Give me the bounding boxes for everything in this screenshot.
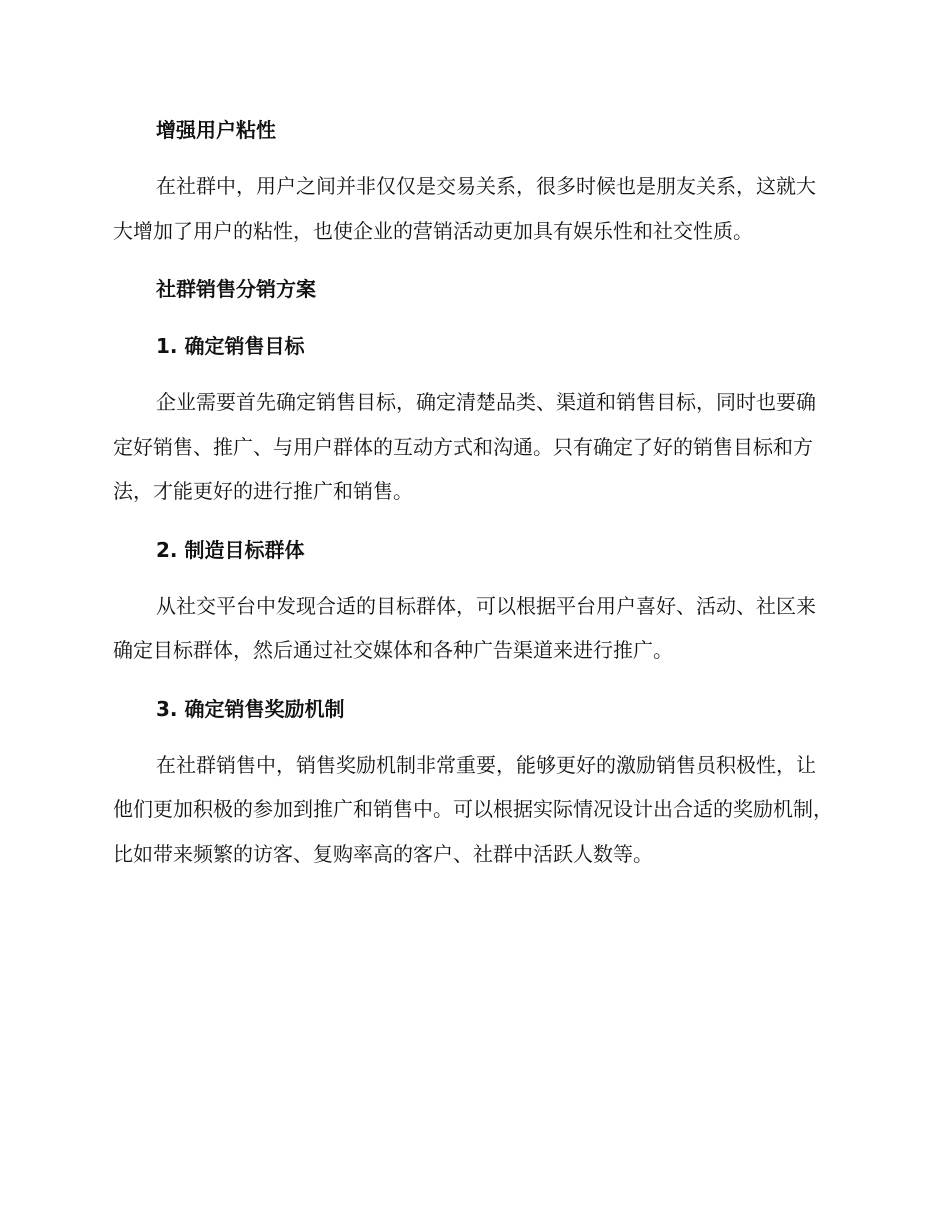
paragraph-target-group: 从社交平台中发现合适的目标群体，可以根据平台用户喜好、活动、社区来确定目标群体，然后通过社交媒体和各种广告渠道来进行推广。 (113, 593, 816, 662)
paragraph-reward-mechanism: 在社群销售中，销售奖励机制非常重要，能够更好的激励销售员积极性，让他们更加积极的参加到推广和销售中。可以根据实际情况设计出合适的奖励机制，比如带来频繁的访客、复购率高的客户、社群中活跃人数等。 (113, 752, 833, 866)
subheading-reward-mechanism: 3. 确定销售奖励机制 (156, 696, 345, 721)
subheading-sales-target: 1. 确定销售目标 (156, 334, 305, 358)
paragraph-user-stickiness: 在社群中，用户之间并非仅仅是交易关系，很多时候也是朋友关系，这就大大增加了用户的粘性，也使企业的营销活动更加具有娱乐性和社交性质。 (113, 174, 816, 243)
subheading-target-group: 2. 制造目标群体 (156, 537, 305, 562)
section-heading-user-stickiness: 增强用户粘性 (156, 118, 276, 142)
paragraph-sales-target: 企业需要首先确定销售目标，确定清楚品类、渠道和销售目标，同时也要确定好销售、推广、与用户群体的互动方式和沟通。只有确定了好的销售目标和方法，才能更好的进行推广和销售。 (113, 390, 816, 503)
document-body (113, 112, 835, 876)
section-heading-distribution-plan: 社群销售分销方案 (156, 277, 316, 301)
